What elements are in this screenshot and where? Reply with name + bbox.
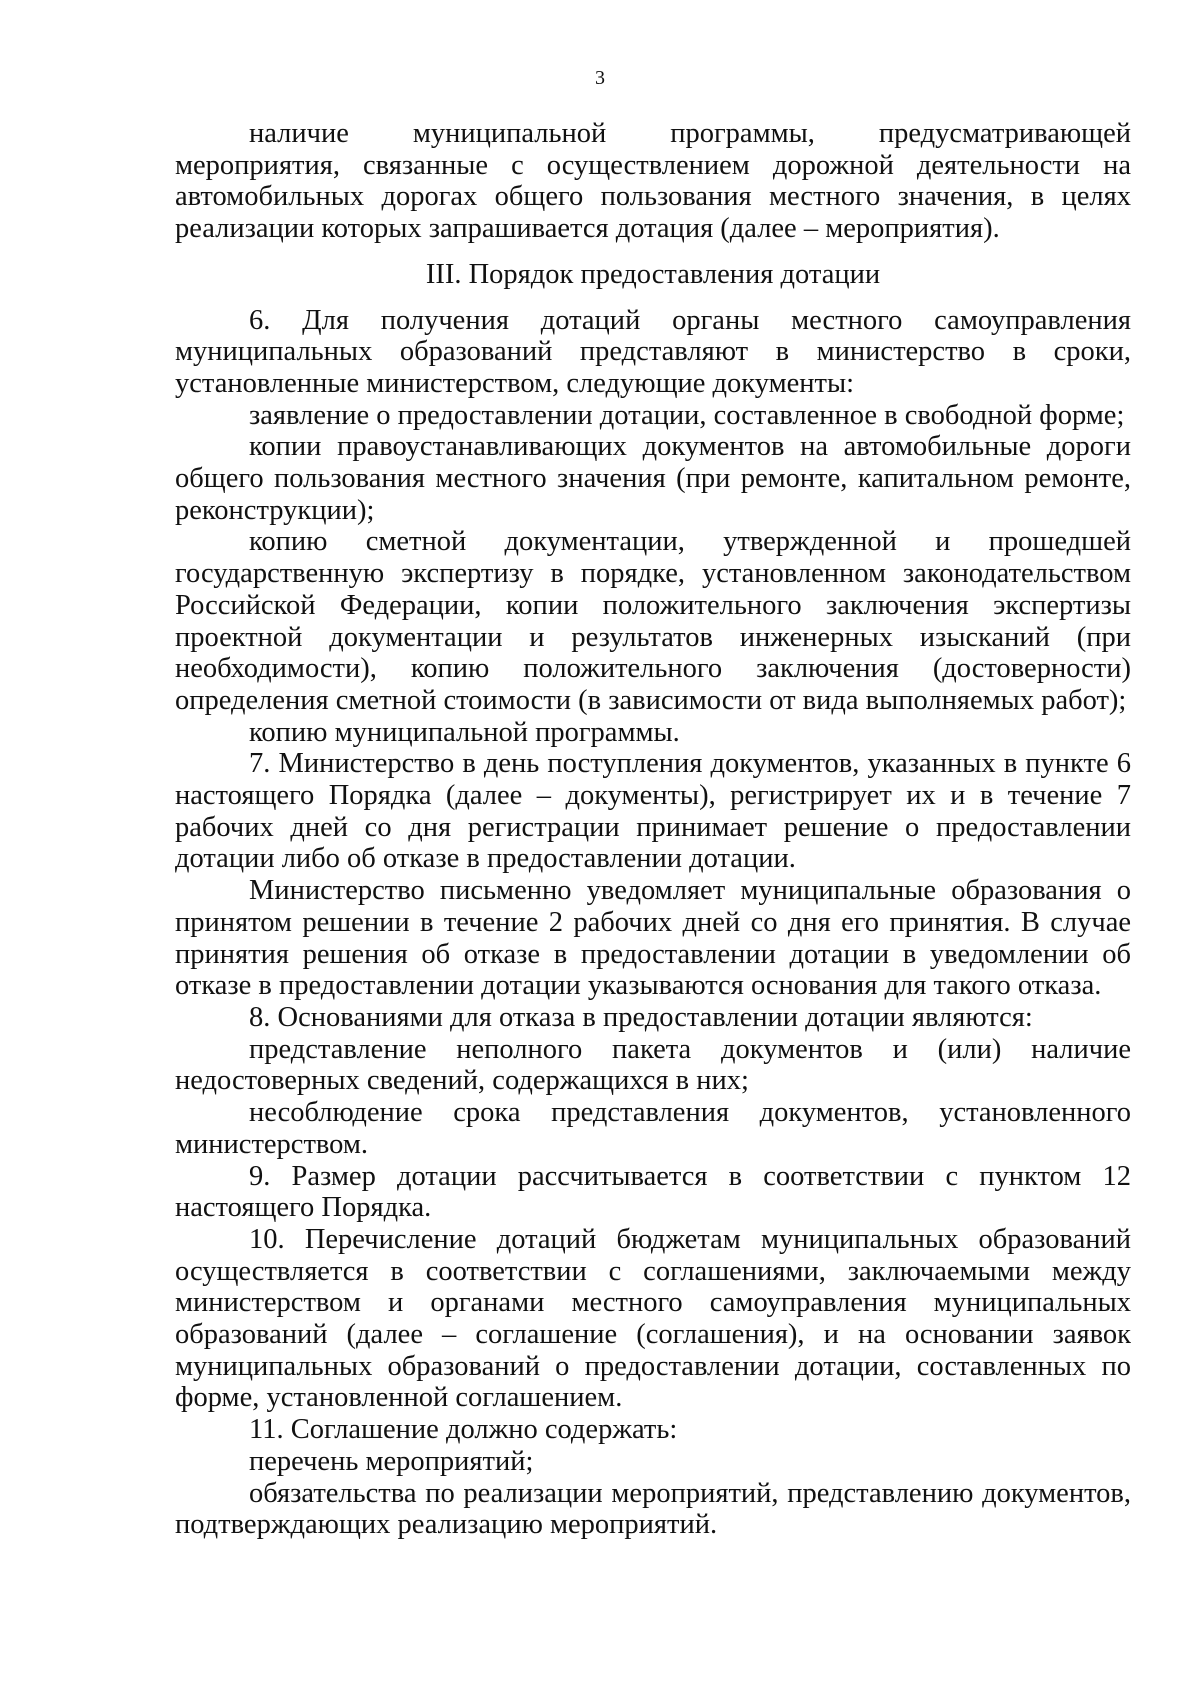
document-body <box>175 118 1131 1541</box>
paragraph-11: 11. Соглашение должно содержать: <box>249 1414 678 1446</box>
paragraph-estimate-documents: копию сметной документации, утвержденной и прошедшей государственную экспертизу в порядке, установленном законодательством Российской Федерации, копии положительного заключения экспертизы проектной документации и результатов инженерных изысканий (при необходимости), копию положительного заключения (достоверности) определения сметной стоимости (в зависимости от вида выполняемых работ); <box>175 526 1131 716</box>
paragraph-6-intro: 6. Для получения дотаций органы местного самоуправления муниципальных образований представляют в министерство в сроки, установленные министерством, следующие документы: <box>175 304 1131 399</box>
paragraph-7-notification: Министерство письменно уведомляет муниципальные образования о принятом решении в течение 2 рабочих дней со дня его принятия. В случае принятия решения об отказе в предоставлении дотации в уведомлении об отказе в предоставлении дотации указываются основания для такого отказа. <box>175 875 1131 1002</box>
paragraph-9: 9. Размер дотации рассчитывается в соответствии с пунктом 12 настоящего Порядка. <box>175 1160 1131 1224</box>
paragraph-municipal-programme-copy: копию муниципальной программы. <box>249 716 680 748</box>
paragraph-title-documents: копии правоустанавливающих документов на автомобильные дороги общего пользования местного значения (при ремонте, капитальном ремонте, реконструкции); <box>175 431 1131 526</box>
page-number: 3 <box>595 67 605 89</box>
paragraph-8-deadline: несоблюдение срока представления документов, установленного министерством. <box>175 1097 1131 1160</box>
paragraph-8: 8. Основаниями для отказа в предоставлении дотации являются: <box>249 1001 1033 1033</box>
paragraph-10: 10. Перечисление дотаций бюджетам муниципальных образований осуществляется в соответствии с соглашениями, заключаемыми между министерством и органами местного самоуправления муниципальных образований (далее – соглашение (соглашения), и на основании заявок муниципальных образований о предоставлении дотации, составленных по форме, установленной соглашением. <box>175 1223 1131 1414</box>
paragraph-11-list: перечень мероприятий; <box>249 1445 534 1477</box>
section-heading: III. Порядок предоставления дотации <box>425 258 881 290</box>
paragraph-application: заявление о предоставлении дотации, составленное в свободной форме; <box>249 399 1125 431</box>
paragraph-8-incomplete: представление неполного пакета документов и (или) наличие недостоверных сведений, содержащихся в них; <box>175 1033 1131 1097</box>
paragraph-7: 7. Министерство в день поступления документов, указанных в пункте 6 настоящего Порядка (далее – документы), регистрирует их и в течение 7 рабочих дней со дня регистрации принимает решение о предоставлении дотации либо об отказе в предоставлении дотации. <box>175 748 1131 875</box>
paragraph-programme: наличие муниципальной программы, предусматривающей мероприятия, связанные с осуществлением дорожной деятельности на автомобильных дорогах общего пользования местного значения, в целях реализации которых запрашивается дотация (далее – мероприятия). <box>175 118 1131 245</box>
paragraph-11-obligations: обязательства по реализации мероприятий, представлению документов, подтверждающих реализацию мероприятий. <box>175 1477 1131 1541</box>
